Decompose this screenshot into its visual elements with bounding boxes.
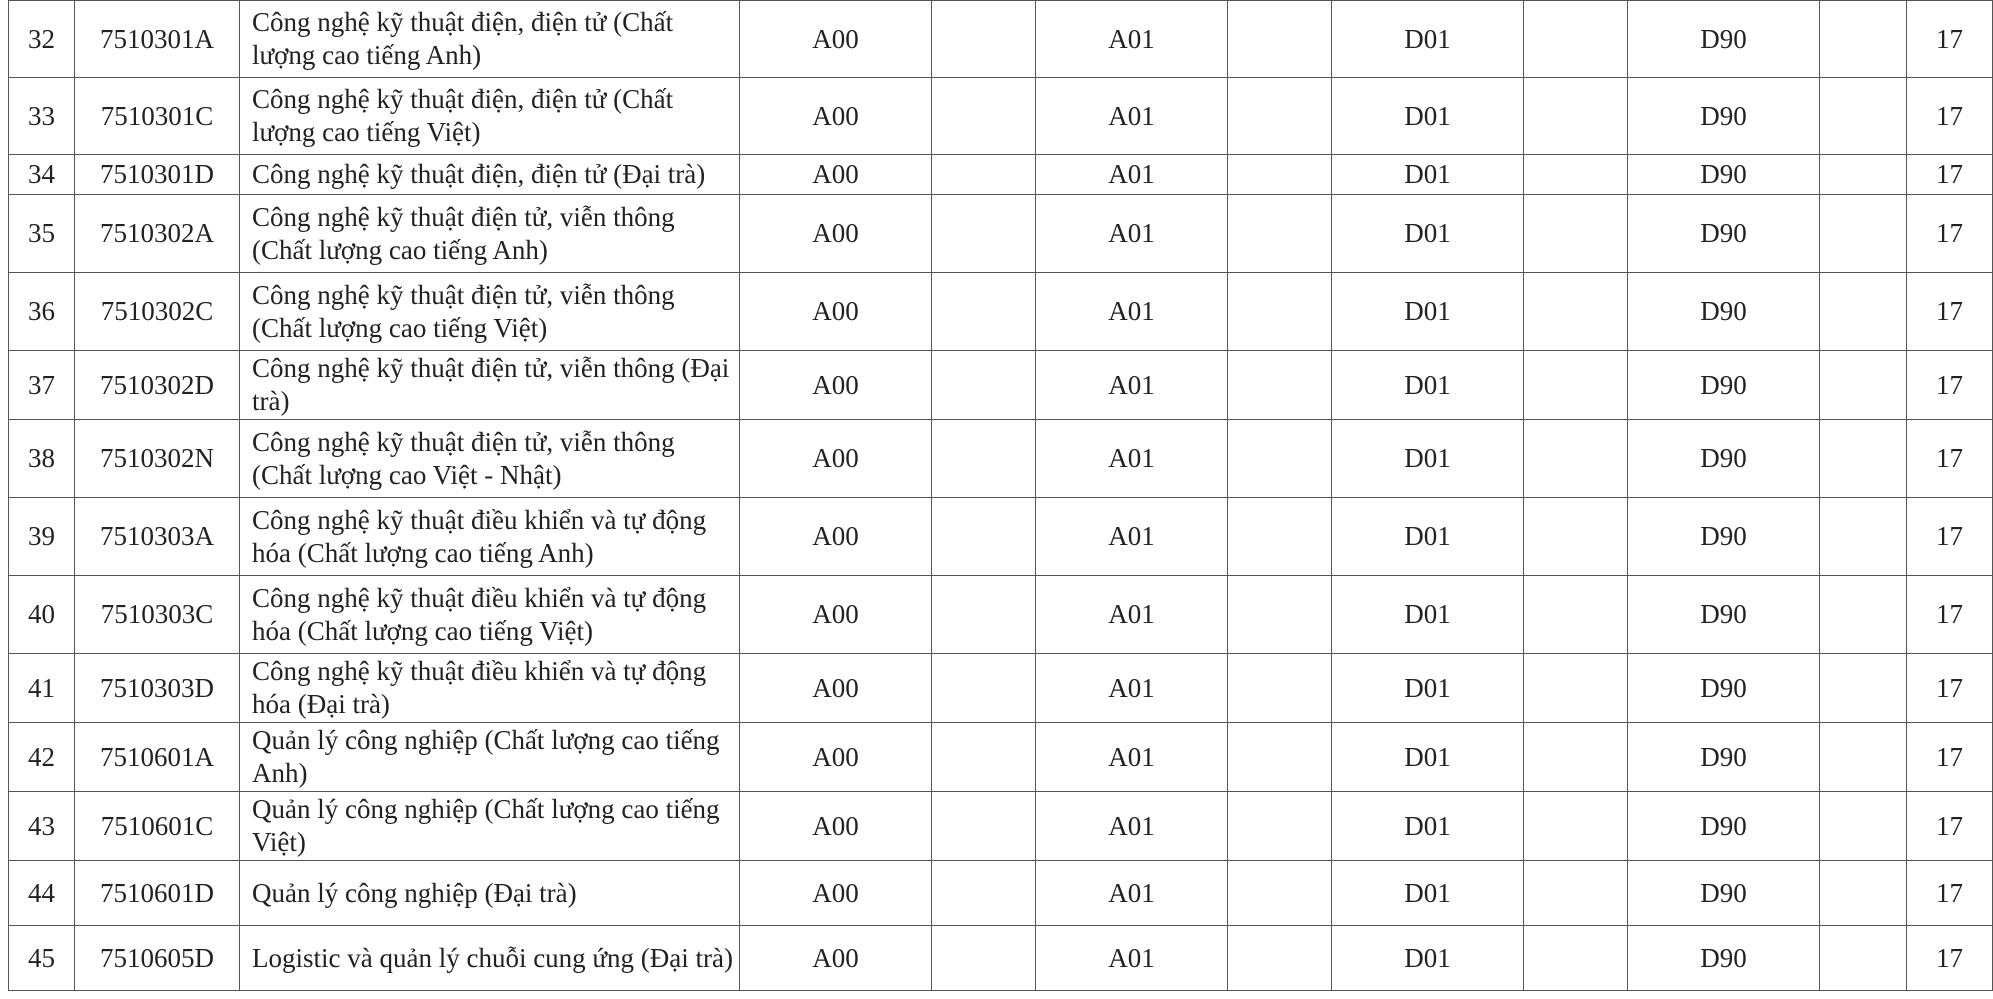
subject-combo-1-cell xyxy=(740,792,932,861)
subject-combo-3-text: D01 xyxy=(1404,672,1451,703)
major-code-text: 7510302C xyxy=(100,296,214,326)
empty-cell xyxy=(932,273,1036,351)
table-row xyxy=(9,498,1993,576)
subject-combo-4-cell xyxy=(1628,654,1820,723)
row-number-text: 40 xyxy=(28,599,55,629)
row-number-cell xyxy=(9,498,75,576)
empty-cell xyxy=(1820,273,1907,351)
row-number-text: 36 xyxy=(28,296,55,326)
major-name-cell xyxy=(240,498,740,576)
subject-combo-2-cell xyxy=(1036,195,1228,273)
row-number-cell xyxy=(9,723,75,792)
subject-combo-1-text: A00 xyxy=(812,942,859,973)
subject-combo-1-text: A00 xyxy=(812,369,859,400)
major-name-text: Quản lý công nghiệp (Chất lượng cao tiếng Việt) xyxy=(252,794,720,857)
table-row xyxy=(9,792,1993,861)
empty-cell xyxy=(1228,498,1332,576)
empty-cell xyxy=(1228,1,1332,78)
subject-combo-3-text: D01 xyxy=(1404,369,1451,400)
subject-combo-1-cell xyxy=(740,195,932,273)
subject-combo-2-text: A01 xyxy=(1108,296,1155,326)
subject-combo-1-cell xyxy=(740,1,932,78)
empty-cell xyxy=(1820,498,1907,576)
major-code-cell xyxy=(75,861,240,926)
subject-combo-3-cell xyxy=(1332,723,1524,792)
empty-cell xyxy=(1228,861,1332,926)
major-name-text: Công nghệ kỹ thuật điện tử, viễn thông (Chất lượng cao tiếng Anh) xyxy=(252,201,675,265)
major-code-text: 7510303D xyxy=(100,672,214,703)
subject-combo-3-cell xyxy=(1332,576,1524,654)
row-number-cell xyxy=(9,576,75,654)
empty-cell xyxy=(1524,155,1628,195)
subject-combo-4-text: D90 xyxy=(1700,296,1747,326)
major-code-cell xyxy=(75,273,240,351)
empty-cell xyxy=(1524,78,1628,155)
subject-combo-1-text: A00 xyxy=(812,23,859,54)
subject-combo-1-text: A00 xyxy=(812,443,859,473)
subject-combo-2-text: A01 xyxy=(1108,23,1155,54)
row-number-cell xyxy=(9,420,75,498)
min-score-text: 17 xyxy=(1936,23,1963,54)
empty-cell xyxy=(1820,195,1907,273)
empty-cell xyxy=(932,498,1036,576)
subject-combo-2-text: A01 xyxy=(1108,672,1155,703)
row-number-cell xyxy=(9,195,75,273)
subject-combo-3-text: D01 xyxy=(1404,159,1451,189)
subject-combo-3-text: D01 xyxy=(1404,100,1451,131)
table-row xyxy=(9,1,1993,78)
min-score-cell xyxy=(1907,792,1993,861)
min-score-text: 17 xyxy=(1936,942,1963,973)
empty-cell xyxy=(932,195,1036,273)
min-score-text: 17 xyxy=(1936,296,1963,326)
table-row xyxy=(9,195,1993,273)
row-number-text: 34 xyxy=(28,159,55,189)
empty-cell xyxy=(932,792,1036,861)
subject-combo-4-text: D90 xyxy=(1700,369,1747,400)
empty-cell xyxy=(1820,723,1907,792)
min-score-cell xyxy=(1907,273,1993,351)
major-name-cell xyxy=(240,792,740,861)
major-code-text: 7510302D xyxy=(100,369,214,400)
subject-combo-1-text: A00 xyxy=(812,599,859,629)
table-body xyxy=(9,1,1993,991)
major-name-cell xyxy=(240,926,740,991)
major-code-cell xyxy=(75,654,240,723)
subject-combo-4-cell xyxy=(1628,861,1820,926)
subject-combo-4-text: D90 xyxy=(1700,599,1747,629)
major-name-cell xyxy=(240,195,740,273)
subject-combo-3-cell xyxy=(1332,78,1524,155)
empty-cell xyxy=(1820,654,1907,723)
row-number-text: 44 xyxy=(28,877,55,908)
subject-combo-1-cell xyxy=(740,576,932,654)
subject-combo-3-cell xyxy=(1332,861,1524,926)
table-row xyxy=(9,351,1993,420)
row-number-cell xyxy=(9,155,75,195)
empty-cell xyxy=(1524,654,1628,723)
admission-table xyxy=(8,0,1993,991)
subject-combo-4-cell xyxy=(1628,926,1820,991)
empty-cell xyxy=(1524,576,1628,654)
subject-combo-3-cell xyxy=(1332,351,1524,420)
row-number-cell xyxy=(9,1,75,78)
min-score-text: 17 xyxy=(1936,672,1963,703)
subject-combo-1-text: A00 xyxy=(812,810,859,841)
empty-cell xyxy=(1524,792,1628,861)
min-score-cell xyxy=(1907,498,1993,576)
subject-combo-2-text: A01 xyxy=(1108,443,1155,473)
empty-cell xyxy=(932,723,1036,792)
major-name-cell xyxy=(240,861,740,926)
empty-cell xyxy=(1820,351,1907,420)
subject-combo-3-text: D01 xyxy=(1404,942,1451,973)
subject-combo-4-cell xyxy=(1628,723,1820,792)
major-name-text: Công nghệ kỹ thuật điện tử, viễn thông (Chất lượng cao tiếng Việt) xyxy=(252,279,675,343)
subject-combo-4-cell xyxy=(1628,1,1820,78)
major-name-text: Công nghệ kỹ thuật điện, điện tử (Đại trà) xyxy=(252,159,706,189)
major-name-text: Quản lý công nghiệp (Đại trà) xyxy=(252,877,577,908)
empty-cell xyxy=(932,420,1036,498)
subject-combo-1-text: A00 xyxy=(812,877,859,908)
major-name-text: Công nghệ kỹ thuật điện, điện tử (Chất lượng cao tiếng Việt) xyxy=(252,84,674,147)
subject-combo-1-cell xyxy=(740,723,932,792)
major-name-cell xyxy=(240,351,740,420)
row-number-cell xyxy=(9,861,75,926)
major-code-text: 7510601D xyxy=(100,877,214,908)
subject-combo-4-text: D90 xyxy=(1700,741,1747,772)
table-row xyxy=(9,654,1993,723)
subject-combo-2-text: A01 xyxy=(1108,159,1155,189)
subject-combo-2-cell xyxy=(1036,792,1228,861)
empty-cell xyxy=(1820,420,1907,498)
empty-cell xyxy=(1820,155,1907,195)
subject-combo-4-cell xyxy=(1628,498,1820,576)
min-score-cell xyxy=(1907,1,1993,78)
subject-combo-3-text: D01 xyxy=(1404,521,1451,551)
subject-combo-4-cell xyxy=(1628,273,1820,351)
major-name-cell xyxy=(240,78,740,155)
major-name-text: Công nghệ kỹ thuật điện, điện tử (Chất lượng cao tiếng Anh) xyxy=(252,7,674,70)
subject-combo-3-text: D01 xyxy=(1404,599,1451,629)
subject-combo-2-cell xyxy=(1036,576,1228,654)
table-row xyxy=(9,420,1993,498)
major-name-cell xyxy=(240,420,740,498)
row-number-text: 35 xyxy=(28,218,55,248)
subject-combo-4-text: D90 xyxy=(1700,443,1747,473)
subject-combo-2-cell xyxy=(1036,420,1228,498)
subject-combo-2-cell xyxy=(1036,723,1228,792)
subject-combo-4-text: D90 xyxy=(1700,942,1747,973)
empty-cell xyxy=(1228,78,1332,155)
empty-cell xyxy=(1228,792,1332,861)
major-code-cell xyxy=(75,1,240,78)
subject-combo-2-cell xyxy=(1036,926,1228,991)
min-score-text: 17 xyxy=(1936,218,1963,248)
min-score-text: 17 xyxy=(1936,877,1963,908)
min-score-cell xyxy=(1907,351,1993,420)
empty-cell xyxy=(1524,420,1628,498)
major-code-cell xyxy=(75,926,240,991)
major-name-cell xyxy=(240,1,740,78)
subject-combo-2-cell xyxy=(1036,155,1228,195)
subject-combo-4-text: D90 xyxy=(1700,877,1747,908)
major-code-cell xyxy=(75,792,240,861)
subject-combo-1-cell xyxy=(740,78,932,155)
major-name-cell xyxy=(240,155,740,195)
min-score-cell xyxy=(1907,155,1993,195)
empty-cell xyxy=(932,155,1036,195)
major-name-cell xyxy=(240,576,740,654)
empty-cell xyxy=(1228,273,1332,351)
empty-cell xyxy=(1820,576,1907,654)
subject-combo-2-text: A01 xyxy=(1108,100,1155,131)
major-name-text: Logistic và quản lý chuỗi cung ứng (Đại trà) xyxy=(252,942,734,973)
subject-combo-2-cell xyxy=(1036,1,1228,78)
empty-cell xyxy=(1524,926,1628,991)
empty-cell xyxy=(1524,195,1628,273)
subject-combo-4-text: D90 xyxy=(1700,23,1747,54)
major-code-cell xyxy=(75,195,240,273)
min-score-cell xyxy=(1907,420,1993,498)
subject-combo-4-text: D90 xyxy=(1700,218,1747,248)
empty-cell xyxy=(932,351,1036,420)
major-name-cell xyxy=(240,654,740,723)
major-code-text: 7510301C xyxy=(100,100,214,131)
min-score-cell xyxy=(1907,78,1993,155)
table-row xyxy=(9,926,1993,991)
subject-combo-1-cell xyxy=(740,654,932,723)
subject-combo-2-cell xyxy=(1036,654,1228,723)
major-code-text: 7510601A xyxy=(100,741,214,772)
major-code-text: 7510302A xyxy=(100,218,214,248)
major-name-cell xyxy=(240,273,740,351)
empty-cell xyxy=(1524,1,1628,78)
empty-cell xyxy=(1524,351,1628,420)
major-code-cell xyxy=(75,351,240,420)
subject-combo-1-cell xyxy=(740,351,932,420)
subject-combo-2-cell xyxy=(1036,498,1228,576)
empty-cell xyxy=(1228,723,1332,792)
major-code-cell xyxy=(75,723,240,792)
major-code-cell xyxy=(75,420,240,498)
major-code-text: 7510301D xyxy=(100,159,214,189)
major-code-cell xyxy=(75,78,240,155)
empty-cell xyxy=(932,926,1036,991)
subject-combo-1-text: A00 xyxy=(812,672,859,703)
subject-combo-3-text: D01 xyxy=(1404,443,1451,473)
major-name-text: Công nghệ kỹ thuật điều khiển và tự động hóa (Chất lượng cao tiếng Việt) xyxy=(252,582,707,646)
min-score-cell xyxy=(1907,195,1993,273)
subject-combo-1-text: A00 xyxy=(812,521,859,551)
min-score-cell xyxy=(1907,861,1993,926)
subject-combo-2-text: A01 xyxy=(1108,741,1155,772)
subject-combo-2-text: A01 xyxy=(1108,218,1155,248)
empty-cell xyxy=(1228,351,1332,420)
row-number-cell xyxy=(9,654,75,723)
major-code-cell xyxy=(75,576,240,654)
empty-cell xyxy=(1524,498,1628,576)
subject-combo-1-text: A00 xyxy=(812,159,859,189)
subject-combo-2-cell xyxy=(1036,78,1228,155)
row-number-text: 33 xyxy=(28,100,55,131)
subject-combo-3-text: D01 xyxy=(1404,741,1451,772)
empty-cell xyxy=(1228,155,1332,195)
row-number-text: 41 xyxy=(28,672,55,703)
subject-combo-2-text: A01 xyxy=(1108,942,1155,973)
table-row xyxy=(9,273,1993,351)
major-name-text: Quản lý công nghiệp (Chất lượng cao tiếng Anh) xyxy=(252,725,720,788)
min-score-text: 17 xyxy=(1936,159,1963,189)
min-score-text: 17 xyxy=(1936,599,1963,629)
subject-combo-2-text: A01 xyxy=(1108,369,1155,400)
major-code-text: 7510605D xyxy=(100,942,214,973)
subject-combo-3-cell xyxy=(1332,195,1524,273)
subject-combo-3-text: D01 xyxy=(1404,810,1451,841)
table-row xyxy=(9,155,1993,195)
subject-combo-4-cell xyxy=(1628,576,1820,654)
empty-cell xyxy=(932,1,1036,78)
subject-combo-1-text: A00 xyxy=(812,296,859,326)
row-number-text: 32 xyxy=(28,23,55,54)
empty-cell xyxy=(932,861,1036,926)
empty-cell xyxy=(932,576,1036,654)
subject-combo-1-cell xyxy=(740,420,932,498)
table-row xyxy=(9,861,1993,926)
min-score-text: 17 xyxy=(1936,100,1963,131)
row-number-text: 45 xyxy=(28,942,55,973)
subject-combo-2-cell xyxy=(1036,351,1228,420)
empty-cell xyxy=(1228,195,1332,273)
min-score-cell xyxy=(1907,723,1993,792)
row-number-cell xyxy=(9,926,75,991)
subject-combo-2-text: A01 xyxy=(1108,599,1155,629)
subject-combo-4-cell xyxy=(1628,78,1820,155)
row-number-cell xyxy=(9,273,75,351)
subject-combo-2-cell xyxy=(1036,273,1228,351)
subject-combo-1-cell xyxy=(740,861,932,926)
subject-combo-1-text: A00 xyxy=(812,100,859,131)
major-code-text: 7510303A xyxy=(100,521,214,551)
subject-combo-4-cell xyxy=(1628,351,1820,420)
subject-combo-4-cell xyxy=(1628,792,1820,861)
major-name-text: Công nghệ kỹ thuật điều khiển và tự động hóa (Đại trà) xyxy=(252,656,707,719)
major-name-cell xyxy=(240,723,740,792)
subject-combo-3-cell xyxy=(1332,273,1524,351)
subject-combo-3-cell xyxy=(1332,654,1524,723)
min-score-text: 17 xyxy=(1936,443,1963,473)
subject-combo-1-text: A00 xyxy=(812,218,859,248)
empty-cell xyxy=(1228,420,1332,498)
major-name-text: Công nghệ kỹ thuật điều khiển và tự động hóa (Chất lượng cao tiếng Anh) xyxy=(252,504,707,568)
empty-cell xyxy=(1820,792,1907,861)
major-code-text: 7510601C xyxy=(100,810,214,841)
empty-cell xyxy=(1524,723,1628,792)
empty-cell xyxy=(1228,654,1332,723)
min-score-text: 17 xyxy=(1936,741,1963,772)
major-name-text: Công nghệ kỹ thuật điện tử, viễn thông (Chất lượng cao Việt - Nhật) xyxy=(252,426,675,490)
subject-combo-2-cell xyxy=(1036,861,1228,926)
subject-combo-3-cell xyxy=(1332,792,1524,861)
empty-cell xyxy=(1820,1,1907,78)
subject-combo-3-text: D01 xyxy=(1404,218,1451,248)
subject-combo-4-cell xyxy=(1628,195,1820,273)
min-score-cell xyxy=(1907,926,1993,991)
major-name-text: Công nghệ kỹ thuật điện tử, viễn thông (Đại trà) xyxy=(252,353,730,416)
subject-combo-4-text: D90 xyxy=(1700,810,1747,841)
subject-combo-1-cell xyxy=(740,498,932,576)
subject-combo-1-text: A00 xyxy=(812,741,859,772)
subject-combo-3-cell xyxy=(1332,420,1524,498)
subject-combo-3-cell xyxy=(1332,926,1524,991)
min-score-cell xyxy=(1907,576,1993,654)
subject-combo-3-text: D01 xyxy=(1404,877,1451,908)
row-number-text: 38 xyxy=(28,443,55,473)
subject-combo-3-text: D01 xyxy=(1404,23,1451,54)
subject-combo-1-cell xyxy=(740,926,932,991)
empty-cell xyxy=(1524,273,1628,351)
subject-combo-4-text: D90 xyxy=(1700,159,1747,189)
row-number-text: 37 xyxy=(28,369,55,400)
subject-combo-2-text: A01 xyxy=(1108,877,1155,908)
empty-cell xyxy=(1820,861,1907,926)
major-code-cell xyxy=(75,155,240,195)
major-code-text: 7510302N xyxy=(100,443,214,473)
row-number-cell xyxy=(9,792,75,861)
row-number-text: 43 xyxy=(28,810,55,841)
min-score-text: 17 xyxy=(1936,521,1963,551)
row-number-text: 39 xyxy=(28,521,55,551)
row-number-cell xyxy=(9,351,75,420)
empty-cell xyxy=(932,78,1036,155)
subject-combo-3-cell xyxy=(1332,498,1524,576)
major-code-text: 7510301A xyxy=(100,23,214,54)
subject-combo-3-cell xyxy=(1332,155,1524,195)
empty-cell xyxy=(1228,576,1332,654)
subject-combo-3-text: D01 xyxy=(1404,296,1451,326)
row-number-text: 42 xyxy=(28,741,55,772)
empty-cell xyxy=(1524,861,1628,926)
table-row xyxy=(9,576,1993,654)
empty-cell xyxy=(1820,78,1907,155)
subject-combo-4-cell xyxy=(1628,155,1820,195)
min-score-text: 17 xyxy=(1936,810,1963,841)
subject-combo-4-text: D90 xyxy=(1700,672,1747,703)
subject-combo-1-cell xyxy=(740,273,932,351)
subject-combo-4-text: D90 xyxy=(1700,521,1747,551)
subject-combo-2-text: A01 xyxy=(1108,810,1155,841)
row-number-cell xyxy=(9,78,75,155)
subject-combo-1-cell xyxy=(740,155,932,195)
empty-cell xyxy=(932,654,1036,723)
table-row xyxy=(9,723,1993,792)
min-score-text: 17 xyxy=(1936,369,1963,400)
min-score-cell xyxy=(1907,654,1993,723)
subject-combo-4-cell xyxy=(1628,420,1820,498)
empty-cell xyxy=(1228,926,1332,991)
subject-combo-4-text: D90 xyxy=(1700,100,1747,131)
major-code-cell xyxy=(75,498,240,576)
subject-combo-3-cell xyxy=(1332,1,1524,78)
table-row xyxy=(9,78,1993,155)
major-code-text: 7510303C xyxy=(100,599,214,629)
subject-combo-2-text: A01 xyxy=(1108,521,1155,551)
empty-cell xyxy=(1820,926,1907,991)
